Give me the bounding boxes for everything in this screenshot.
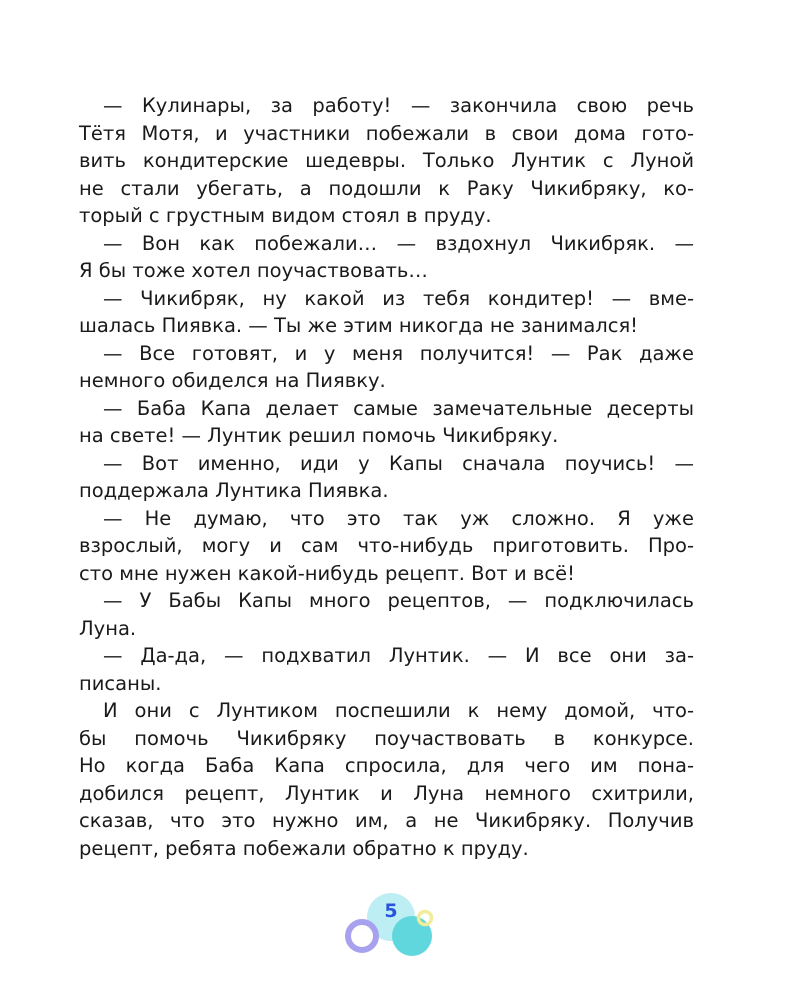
text-line: немного обиделся на Пиявку. (79, 369, 386, 392)
page-number: 5 (384, 900, 398, 922)
text-line: — Чикибряк, ну какой из тебя кондитер! — вме- (103, 286, 694, 310)
teal-circle (392, 916, 432, 956)
text-line: торый с грустным видом стоял в пруду. (79, 204, 492, 227)
text-line: — Баба Капа делает самые замечательные десерты (103, 396, 694, 420)
text-line: — У Бабы Капы много рецептов, — подключилась (103, 589, 694, 612)
text-line: шалась Пиявка. — Ты же этим никогда не занимался! (79, 314, 638, 337)
text-line: — Все готовят, и у меня получится! — Рак даже (103, 341, 694, 365)
text-line: — Вот именно, иди у Капы сначала поучись! — (103, 451, 694, 475)
text-line: на свете! — Лунтик решил помочь Чикибряку. (79, 424, 559, 447)
text-line: сказав, что это нужно им, а не Чикибряку. Получив (79, 809, 694, 832)
text-line: бы помочь Чикибряку поучаствовать в конкурсе. (79, 726, 694, 750)
text-line: — Не думаю, что это так уж сложно. Я уже (103, 506, 694, 530)
text-line: рецепт, ребята побежали обратно к пруду. (79, 836, 529, 860)
text-line: вить кондитерские шедевры. Только Лунтик с Луной (79, 149, 694, 172)
text-line: писаны. (79, 671, 162, 695)
text-line: поддержала Лунтика Пиявка. (79, 479, 389, 502)
text-line: сто мне нужен какой-нибудь рецепт. Вот и всё! (79, 561, 575, 585)
lavender-ring (348, 922, 376, 950)
story-text (79, 92, 694, 862)
text-line: — Да-да, — подхватил Лунтик. — И все они за- (103, 644, 694, 667)
text-line: взрослый, могу и сам что-нибудь приготовить. Про- (79, 534, 694, 557)
text-line: — Кулинары, за работу! — закончила свою речь (103, 94, 694, 117)
text-line: не стали убегать, а подошли к Раку Чикибряку, ко- (79, 176, 694, 200)
text-line: добился рецепт, Лунтик и Луна немного схитрили, (79, 781, 694, 805)
text-line: Я бы тоже хотел поучаствовать… (79, 259, 428, 282)
text-line: Но когда Баба Капа спросила, для чего им пона- (79, 754, 694, 777)
text-line: И они с Лунтиком поспешили к нему домой, что- (103, 699, 694, 722)
text-line: Луна. (79, 616, 137, 640)
text-line: Тётя Мотя, и участники побежали в свои дома гото- (79, 121, 694, 145)
text-line: — Вон как побежали… — вздохнул Чикибряк. — (103, 231, 694, 255)
